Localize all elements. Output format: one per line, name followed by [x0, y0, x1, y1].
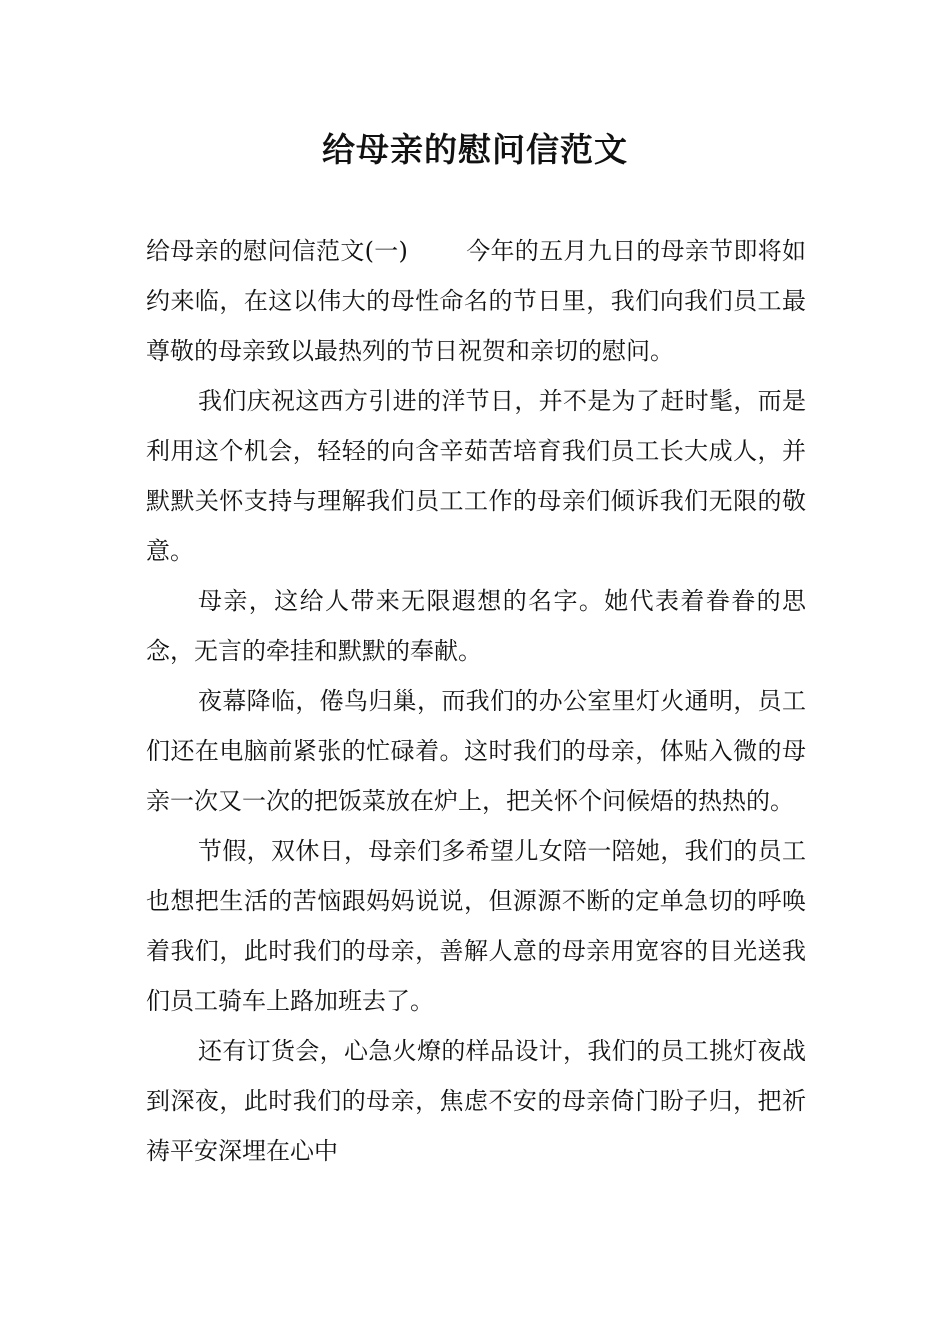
document-title: 给母亲的慰问信范文 — [322, 130, 628, 169]
first-paragraph — [146, 226, 806, 376]
paragraph-4: 夜幕降临，倦鸟归巢，而我们的办公室里灯火通明，员工们还在电脑前紧张的忙碌着。这时我们的母亲，体贴入微的母亲一次又一次的把饭菜放在炉上，把关怀个问候焐的热热的。 — [146, 687, 806, 815]
paragraph-3: 母亲，这给人带来无限遐想的名字。她代表着眷眷的思念，无言的牵挂和默默的奉献。 — [146, 587, 806, 665]
paragraph-5: 节假，双休日，母亲们多希望儿女陪一陪她，我们的员工也想把生活的苦恼跟妈妈说说，但源源不断的定单急切的呼唤着我们，此时我们的母亲，善解人意的母亲用宽容的目光送我们员工骑车上路加班去了。 — [146, 837, 806, 1015]
paragraph-6: 还有订货会，心急火燎的样品设计，我们的员工挑灯夜战到深夜，此时我们的母亲，焦虑不安的母亲倚门盼子归，把祈祷平安深埋在心中 — [146, 1037, 806, 1165]
section-heading: 给母亲的慰问信范文(一) — [146, 237, 408, 265]
first-paragraph-text: 今年的五月九日的母亲节即将如约来临，在这以伟大的母性命名的节日里，我们向我们员工最尊敬的母亲致以最热列的节日祝贺和亲切的慰问。 — [146, 237, 807, 365]
paragraph-2: 我们庆祝这西方引进的洋节日，并不是为了赶时髦，而是利用这个机会，轻轻的向含辛茹苦培育我们员工长大成人，并默默关怀支持与理解我们员工工作的母亲们倾诉我们无限的敬意。 — [146, 387, 806, 565]
document-body — [146, 226, 806, 1176]
